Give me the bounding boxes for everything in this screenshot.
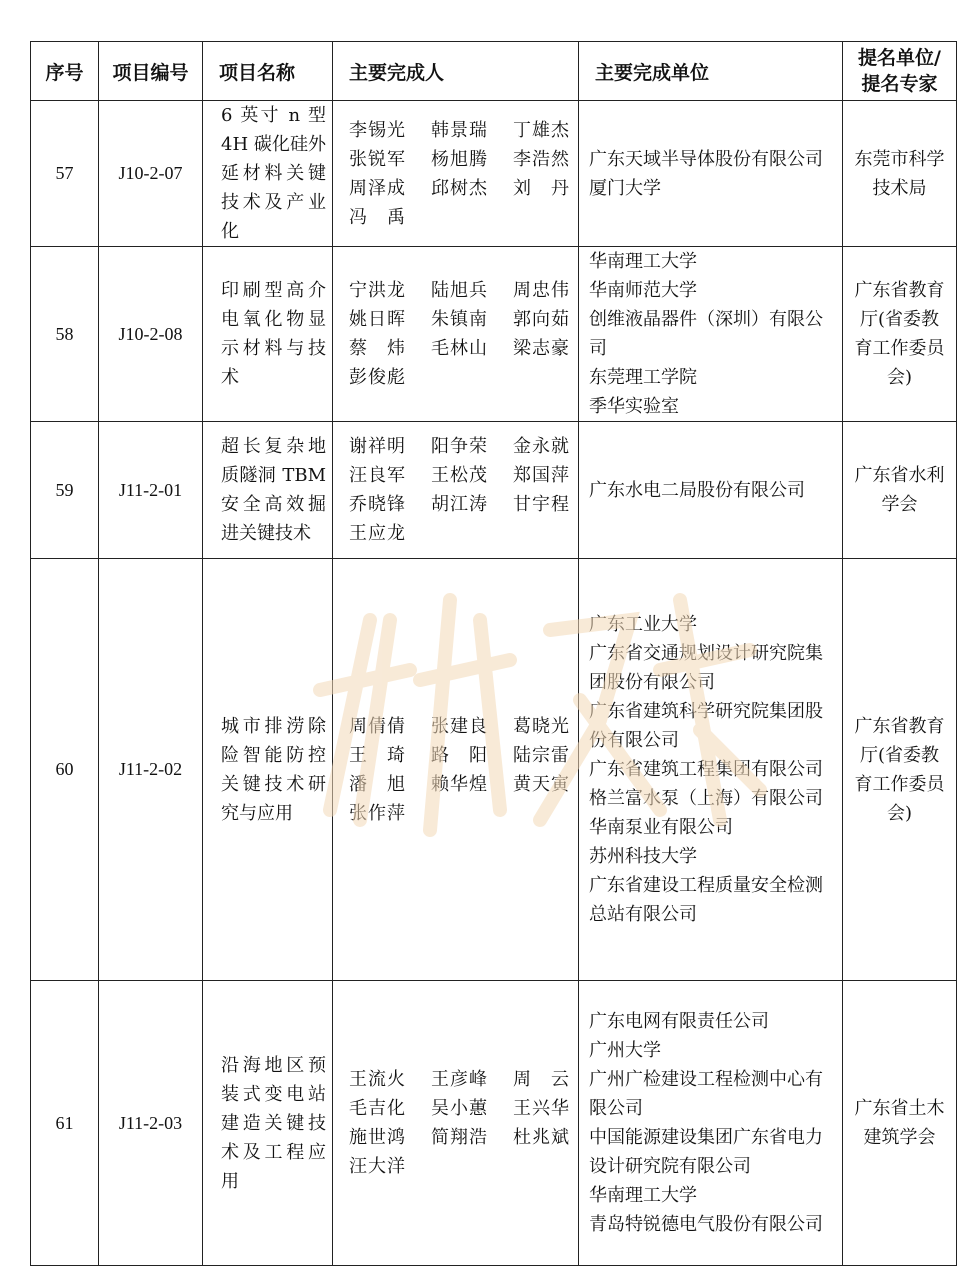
awards-table [30, 41, 957, 1266]
person-name: 王 琦 [349, 744, 406, 766]
unit-name: 广东水电二局股份有限公司 [589, 479, 805, 501]
cell-units [579, 247, 843, 422]
person-name: 周倩倩 [349, 715, 406, 737]
person-name: 朱镇南 [431, 309, 488, 330]
person-name: 张锐军 [349, 148, 406, 170]
unit-name: 厦门大学 [589, 177, 661, 199]
person-name: 郭向茹 [513, 309, 570, 330]
person-name: 李浩然 [513, 148, 570, 170]
cell-seq: 58 [31, 247, 99, 422]
person-name: 郑国萍 [513, 465, 570, 486]
cell-seq: 59 [31, 422, 99, 559]
person-name: 王流火 [349, 1069, 406, 1090]
unit-name: 季华实验室 [589, 396, 679, 417]
person-name: 彭俊彪 [349, 367, 406, 388]
person-name: 毛林山 [431, 338, 488, 359]
cell-units [579, 981, 843, 1266]
cell-code: J11-2-01 [99, 422, 203, 559]
cell-seq: 60 [31, 559, 99, 981]
person-name: 王兴华 [513, 1098, 570, 1119]
person-name: 谢祥明 [349, 436, 406, 457]
unit-name: 创维液晶器件（深圳）有限公司 [589, 309, 823, 359]
person-name: 简翔浩 [431, 1127, 488, 1148]
cell-people [333, 559, 579, 981]
person-name: 周忠伟 [513, 280, 570, 301]
person-name: 姚日晖 [349, 309, 406, 330]
person-name: 毛吉化 [349, 1098, 406, 1119]
person-name: 潘 旭 [349, 773, 406, 795]
person-name: 丁雄杰 [513, 119, 570, 141]
person-name: 阳争荣 [431, 436, 488, 457]
cell-nominator [843, 247, 957, 422]
unit-name: 广州广检建设工程检测中心有限公司 [589, 1069, 823, 1119]
unit-name: 广东省建设工程质量安全检测总站有限公司 [589, 875, 823, 925]
person-name: 王彦峰 [431, 1069, 488, 1090]
header-seq: 序号 [31, 42, 99, 101]
table-row [31, 981, 957, 1266]
unit-name: 青岛特锐德电气股份有限公司 [589, 1214, 823, 1235]
project-name-text: 印刷型高介电氧化物显示材料与技术 [221, 280, 326, 388]
person-name: 宁洪龙 [349, 280, 406, 301]
table-row [31, 422, 957, 559]
person-name: 陆宗雷 [513, 744, 570, 766]
person-name: 金永就 [513, 436, 570, 457]
person-name: 汪良军 [349, 465, 406, 486]
cell-nominator [843, 559, 957, 981]
person-name: 张作萍 [349, 802, 406, 824]
person-name: 李锡光 [349, 119, 406, 141]
person-name: 梁志豪 [513, 338, 570, 359]
person-name: 杜兆斌 [513, 1127, 570, 1148]
project-name-text: 超长复杂地质隧洞 TBM 安全高效掘进关键技术 [221, 436, 326, 544]
cell-units [579, 101, 843, 247]
person-name: 刘 丹 [513, 177, 570, 199]
nominator-text: 广东省土木建筑学会 [854, 1098, 945, 1148]
unit-name: 苏州科技大学 [589, 846, 697, 867]
person-name: 施世鸿 [349, 1127, 406, 1148]
cell-code: J10-2-07 [99, 101, 203, 247]
unit-name: 华南师范大学 [589, 280, 697, 301]
unit-name: 广东省建筑科学研究院集团股份有限公司 [589, 701, 823, 751]
project-name-text: 6 英寸 n 型 4H 碳化硅外延材料关键技术及产业化 [221, 105, 326, 242]
cell-seq: 61 [31, 981, 99, 1266]
person-name: 王应龙 [349, 523, 406, 544]
cell-code: J11-2-02 [99, 559, 203, 981]
unit-name: 广东天域半导体股份有限公司 [589, 148, 823, 170]
nominator-text: 广东省教育厅(省委教育工作委员会) [854, 280, 945, 388]
person-name: 周泽成 [349, 177, 406, 199]
person-name: 陆旭兵 [431, 280, 488, 301]
table-header-row [31, 42, 957, 101]
nominator-text: 东莞市科学技术局 [854, 148, 945, 199]
cell-code: J11-2-03 [99, 981, 203, 1266]
header-code: 项目编号 [99, 42, 203, 101]
cell-units [579, 559, 843, 981]
unit-name: 中国能源建设集团广东省电力设计研究院有限公司 [589, 1127, 823, 1177]
unit-name: 华南泵业有限公司 [589, 817, 733, 838]
person-name: 路 阳 [431, 744, 488, 766]
person-name: 周 云 [513, 1069, 570, 1090]
cell-people [333, 101, 579, 247]
unit-name: 广东省建筑工程集团有限公司 [589, 759, 823, 780]
unit-name: 广东省交通规划设计研究院集团股份有限公司 [589, 643, 823, 693]
unit-name: 广东工业大学 [589, 614, 697, 635]
header-units: 主要完成单位 [579, 42, 843, 101]
cell-project-name [203, 101, 333, 247]
person-name: 韩景瑞 [431, 119, 488, 141]
cell-project-name [203, 559, 333, 981]
cell-seq: 57 [31, 101, 99, 247]
table-row [31, 559, 957, 981]
person-name: 乔晓锋 [349, 494, 406, 515]
person-name: 冯 禹 [349, 206, 406, 228]
cell-project-name [203, 981, 333, 1266]
header-people: 主要完成人 [333, 42, 579, 101]
unit-name: 华南理工大学 [589, 1185, 697, 1206]
table-row [31, 247, 957, 422]
header-nominator: 提名单位/ 提名专家 [843, 42, 957, 101]
cell-project-name [203, 247, 333, 422]
header-name: 项目名称 [203, 42, 333, 101]
cell-code: J10-2-08 [99, 247, 203, 422]
cell-people [333, 422, 579, 559]
person-name: 王松茂 [431, 465, 488, 486]
cell-project-name [203, 422, 333, 559]
person-name: 葛晓光 [513, 715, 570, 737]
unit-name: 广州大学 [589, 1040, 661, 1061]
person-name: 杨旭腾 [431, 148, 488, 170]
project-name-text: 沿海地区预装式变电站建造关键技术及工程应用 [221, 1054, 326, 1192]
person-name: 蔡 炜 [349, 338, 406, 359]
cell-units [579, 422, 843, 559]
table-row [31, 101, 957, 247]
person-name: 吴小蕙 [431, 1098, 488, 1119]
person-name: 邱树杰 [431, 177, 488, 199]
unit-name: 广东电网有限责任公司 [589, 1011, 769, 1032]
cell-nominator [843, 422, 957, 559]
cell-nominator [843, 981, 957, 1266]
nominator-text: 广东省教育厅(省委教育工作委员会) [854, 715, 945, 824]
nominator-text: 广东省水利学会 [854, 465, 945, 515]
cell-people [333, 247, 579, 422]
person-name: 甘宇程 [513, 494, 570, 515]
unit-name: 东莞理工学院 [589, 367, 697, 388]
person-name: 胡江涛 [431, 494, 488, 515]
cell-nominator [843, 101, 957, 247]
unit-name: 华南理工大学 [589, 251, 697, 272]
person-name: 赖华煌 [431, 773, 488, 795]
person-name: 黄天寅 [513, 773, 570, 795]
cell-people [333, 981, 579, 1266]
person-name: 汪大洋 [349, 1156, 406, 1177]
unit-name: 格兰富水泵（上海）有限公司 [589, 788, 823, 809]
person-name: 张建良 [431, 715, 488, 737]
project-name-text: 城市排涝除险智能防控关键技术研究与应用 [221, 715, 326, 824]
